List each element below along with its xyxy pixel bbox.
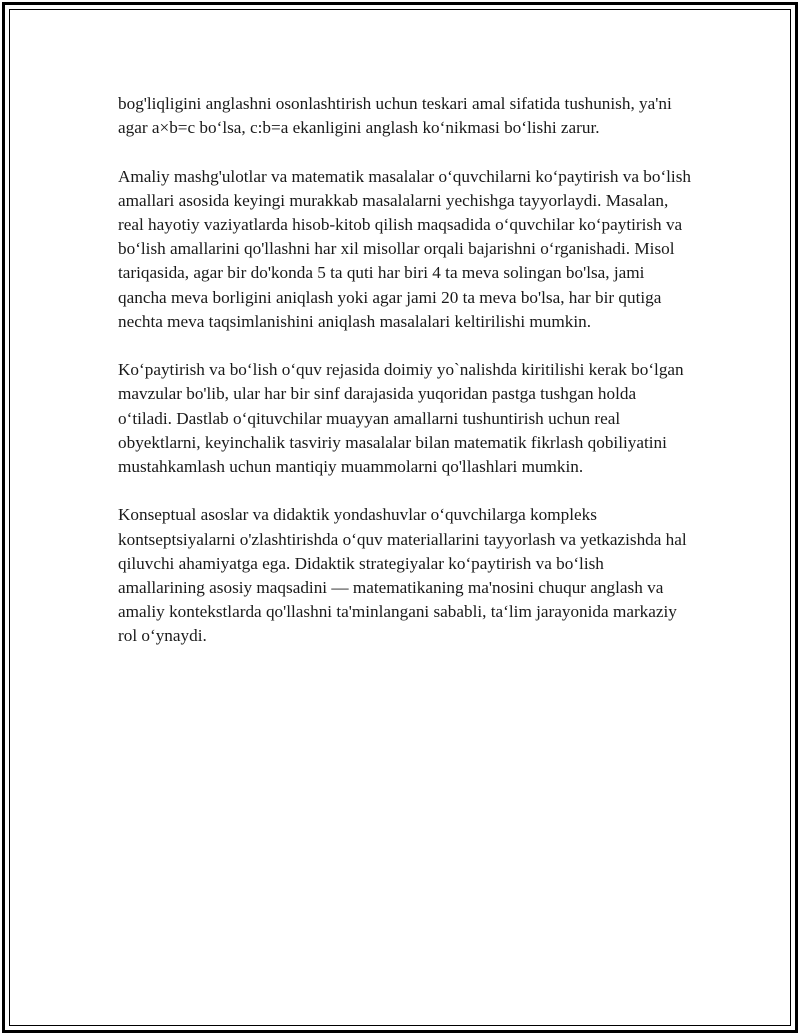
paragraph-4: Konseptual asoslar va didaktik yondashuvlar o‘quvchilarga kompleks kontseptsiyalarni o'zlashtirishda o‘quv materiallarini tayyorlash va yetkazishda hal qiluvchi ahamiyatga ega. Didaktik strategiyalar ko‘paytirish va bo‘lish amallarining asosiy maqsadini — matematikaning ma'nosini chuqur anglash va amaliy kontekstlarda qo'llashni ta'minlangani sababli, ta‘lim jarayonida markaziy rol o‘ynaydi. [118, 505, 687, 646]
paragraph-1: bog'liqligini anglashni osonlashtirish uchun teskari amal sifatida tushunish, ya'ni agar a×b=c bo‘lsa, c:b=a ekanligini anglash ko‘nikmasi bo‘lishi zarur. [118, 94, 672, 138]
document-body [118, 92, 693, 673]
paragraph-2: Amaliy mashg'ulotlar va matematik masalalar o‘quvchilarni ko‘paytirish va bo‘lish amallari asosida keyingi murakkab masalalarni yechishga tayyorlaydi. Masalan, real hayotiy vaziyatlarda hisob-kitob qilish maqsadida o‘quvchilar ko‘paytirish va bo‘lish amallarini qo'llashni har xil misollar orqali bajarishni o‘rganishadi. Misol tariqasida, agar bir do'konda 5 ta quti har biri 4 ta meva solingan bo'lsa, jami qancha meva borligini aniqlash yoki agar jami 20 ta meva bo'lsa, har bir qutiga nechta meva taqsimlanishini aniqlash masalalari keltirilishi mumkin. [118, 166, 691, 331]
paragraph-3: Ko‘paytirish va bo‘lish o‘quv rejasida doimiy yo`nalishda kiritilishi kerak bo‘lgan mavzular bo'lib, ular har bir sinf darajasida yuqoridan pastga tushgan holda o‘tiladi. Dastlab o‘qituvchilar muayyan amallarni tushuntirish uchun real obyektlarni, keyinchalik tasviriy masalalar bilan matematik fikrlash qobiliyatini mustahkamlash uchun mantiqiy muammolarni qo'llashlari mumkin. [118, 360, 684, 477]
